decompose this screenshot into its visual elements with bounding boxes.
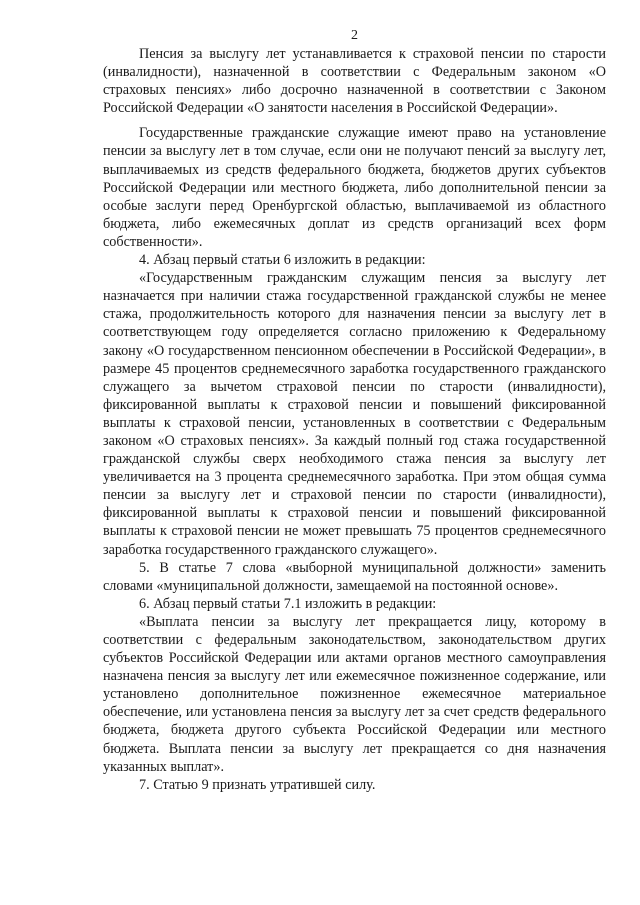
paragraph-pension-basis: Пенсия за выслугу лет устанавливается к страховой пенсии по старости (инвалидности), назначенной в соответствии с Федеральным законом «О страховых пенсиях» либо досрочно назначенной в соответствии с Законом Российской Федерации «О занятости населения в Российской Федерации». <box>103 46 606 117</box>
paragraph-item-6: 6. Абзац первый статьи 7.1 изложить в редакции: <box>139 595 437 612</box>
paragraph-article-7-1-text: «Выплата пенсии за выслугу лет прекращается лицу, которому в соответствии с федеральным законодательством, законодательством других субъектов Российской Федерации или актами органов местного самоуправления назначена пенсия за выслугу лет или ежемесячное пожизненное содержание, или установлено дополнительное пожизненное ежемесячное материальное обеспечение, или установлена пенсия за выслугу лет за счет средств федерального бюджета, бюджета другого субъекта Российской Федерации или местного бюджета. Выплата пенсии за выслугу лет прекращается со дня назначения указанных выплат». <box>103 613 606 775</box>
paragraph-item-5: 5. В статье 7 слова «выборной муниципальной должности» заменить словами «муниципальной должности, замещаемой на постоянной основе». <box>103 559 606 594</box>
paragraph-eligibility: Государственные гражданские служащие имеют право на установление пенсии за выслугу лет в том случае, если они не получают пенсий за выслугу лет, выплачиваемых из средств федерального бюджета, бюджетов других субъектов Российской Федерации или местного бюджета, либо дополнительной пенсии за особые заслуги перед Оренбургской областью, выплачиваемой из областного бюджета, либо ежемесячных доплат из средств организаций всех форм собственности». <box>103 125 606 250</box>
paragraph-item-4: 4. Абзац первый статьи 6 изложить в редакции: <box>139 252 426 269</box>
page-number: 2 <box>351 28 358 43</box>
paragraph-item-7: 7. Статью 9 признать утратившей силу. <box>139 776 376 793</box>
paragraph-article-6-text: «Государственным гражданским служащим пенсия за выслугу лет назначается при наличии стажа государственной гражданской службы не менее стажа, продолжительность которого для назначения пенсии за выслугу лет в соответствующем году определяется согласно приложению к Федеральному закону «О государственном пенсионном обеспечении в Российской Федерации», в размере 45 процентов среднемесячного заработка государственного гражданского служащего за вычетом страховой пенсии по старости (инвалидности), фиксированной выплаты к страховой пенсии и повышений фиксированной выплаты к страховой пенсии, установленных в соответствии с Федеральным законом «О страховых пенсиях». За каждый полный год стажа государственной гражданской службы сверх необходимого стажа пенсия за выслугу лет увеличивается на 3 процента среднемесячного заработка. При этом общая сумма пенсии за выслугу лет и страховой пенсии по старости (инвалидности), фиксированной выплаты к страховой пенсии и повышений фиксированной выплаты к страховой пенсии не может превышать 75 процентов среднемесячного заработка государственного гражданского служащего». <box>103 270 606 558</box>
